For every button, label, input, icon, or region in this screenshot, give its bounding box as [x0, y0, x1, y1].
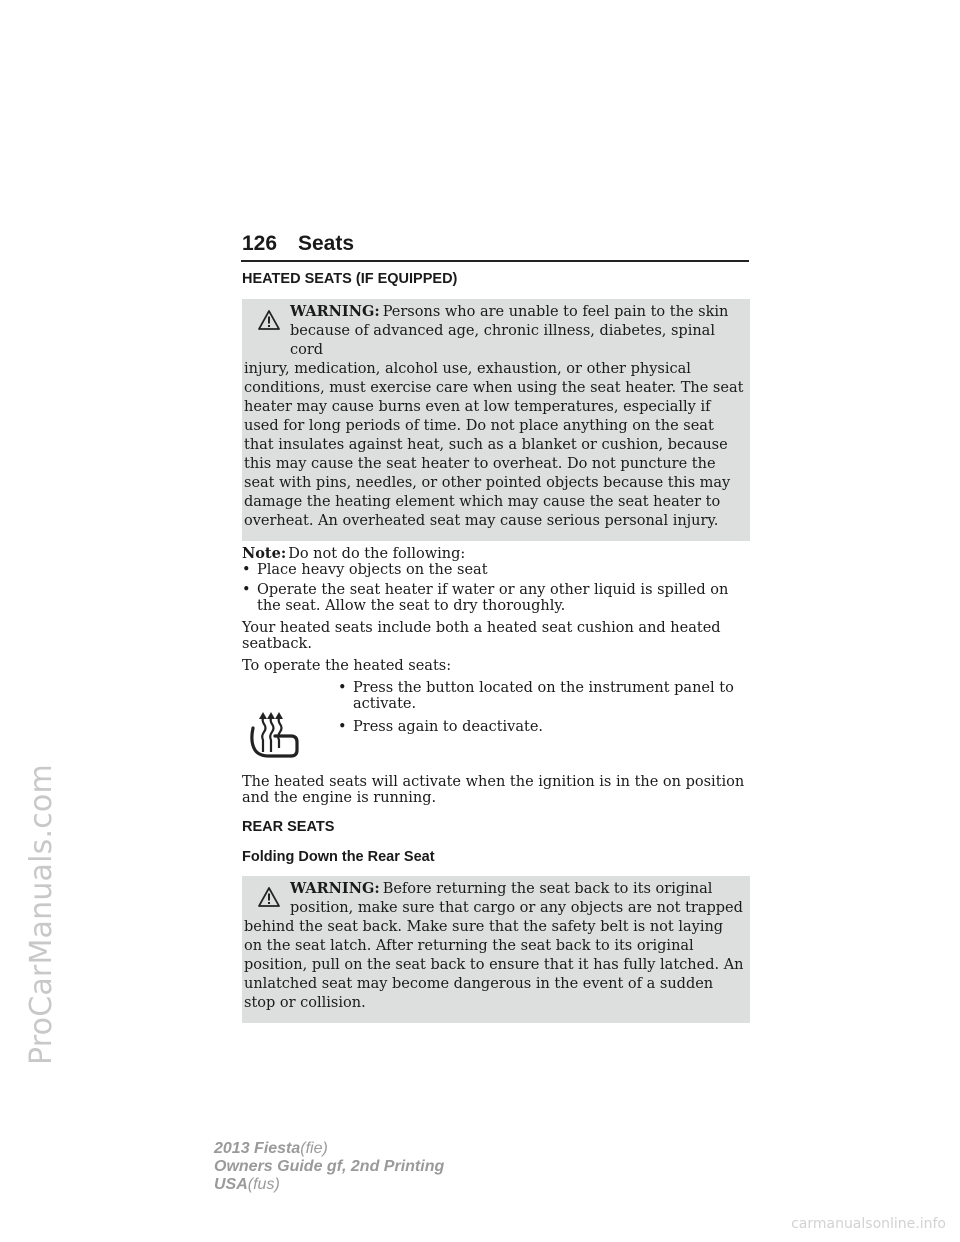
list-item [338, 719, 750, 735]
note [242, 546, 750, 562]
warning-body: behind the seat back. Make sure that the safety belt is not laying on the seat latch. After returning the seat back to its original position, pull on the seat back to ensure that it has fully latched. An unlatched seat may become dangerous in the event of a sudden stop or collision. [244, 919, 744, 1011]
section-title: Seats [298, 232, 355, 255]
list-item [242, 562, 750, 578]
bullet-icon: • [338, 680, 347, 696]
footer-market: USA [214, 1176, 248, 1193]
heated-seats-para3: The heated seats will activate when the ignition is in the on position and the engine is running. [242, 774, 745, 806]
bullet-icon: • [242, 562, 251, 578]
page-footer [214, 1140, 444, 1194]
list-item [242, 582, 750, 614]
folding-rear-seat-subheading: Folding Down the Rear Seat [242, 849, 435, 865]
heated-seats-heading: HEATED SEATS (IF EQUIPPED) [242, 271, 458, 287]
warning-line1: Before returning the seat back to its original [382, 881, 713, 897]
note-bullet-2: Operate the seat heater if water or any other liquid is spilled on the seat. Allow the seat to dry thoroughly. [257, 582, 729, 614]
footer-model-code: (fie) [300, 1140, 328, 1157]
note-bullet-1: Place heavy objects on the seat [257, 562, 488, 578]
bullet-icon: • [242, 582, 251, 598]
operate-bullet-2: Press again to deactivate. [353, 719, 544, 735]
operate-bullets [338, 680, 750, 735]
list-item [338, 680, 750, 712]
footer-model: 2013 Fiesta [214, 1140, 301, 1157]
warning-first-line [244, 879, 744, 899]
warning-body: injury, medication, alcohol use, exhaustion, or other physical conditions, must exercise care when using the seat heater. The seat heater may cause burns even at low temperatures, especially if used for long periods of time. Do not place anything on the seat that insulates against heat, such as a blanket or cushion, because this may cause the seat heater to overheat. Do not puncture the seat with pins, needles, or other pointed objects because this may damage the heating element which may cause the seat heater to overheat. An overheated seat may cause serious personal injury. [244, 361, 744, 529]
footer-guide: Owners Guide gf, 2nd Printing [214, 1158, 445, 1175]
warning-line2: position, make sure that cargo or any objects are not trapped [290, 900, 743, 916]
bottom-watermark: carmanualsonline.info [791, 1216, 946, 1232]
footer-market-line [214, 1176, 444, 1194]
heated-seats-para2: To operate the heated seats: [242, 658, 452, 674]
warning-icon [258, 310, 280, 330]
warning-first-line [244, 302, 744, 322]
heated-seats-warning [242, 299, 750, 541]
warning-label: WARNING: [290, 303, 380, 320]
warning-icon [258, 887, 280, 907]
warning-line2: because of advanced age, chronic illness, diabetes, spinal cord [290, 323, 715, 358]
note-label: Note: [242, 545, 287, 562]
rear-seats-heading: REAR SEATS [242, 819, 335, 835]
side-watermark: ProCarManuals.com [24, 764, 59, 1065]
warning-label: WARNING: [290, 880, 380, 897]
page-header [241, 232, 749, 262]
note-text: Do not do the following: [288, 546, 466, 562]
operate-bullet-1: Press the button located on the instrument panel to activate. [353, 680, 734, 712]
operate-section [242, 680, 750, 768]
warning-line1: Persons who are unable to feel pain to the skin [382, 304, 729, 320]
heated-seats-para1: Your heated seats include both a heated seat cushion and heated seatback. [242, 620, 721, 652]
footer-market-code: (fus) [247, 1176, 280, 1193]
footer-model-line [214, 1140, 444, 1158]
heated-seat-icon [247, 700, 303, 760]
rear-seats-warning [242, 876, 750, 1023]
page-number: 126 [242, 232, 278, 255]
page-content [242, 269, 750, 1023]
bullet-icon: • [338, 719, 347, 735]
